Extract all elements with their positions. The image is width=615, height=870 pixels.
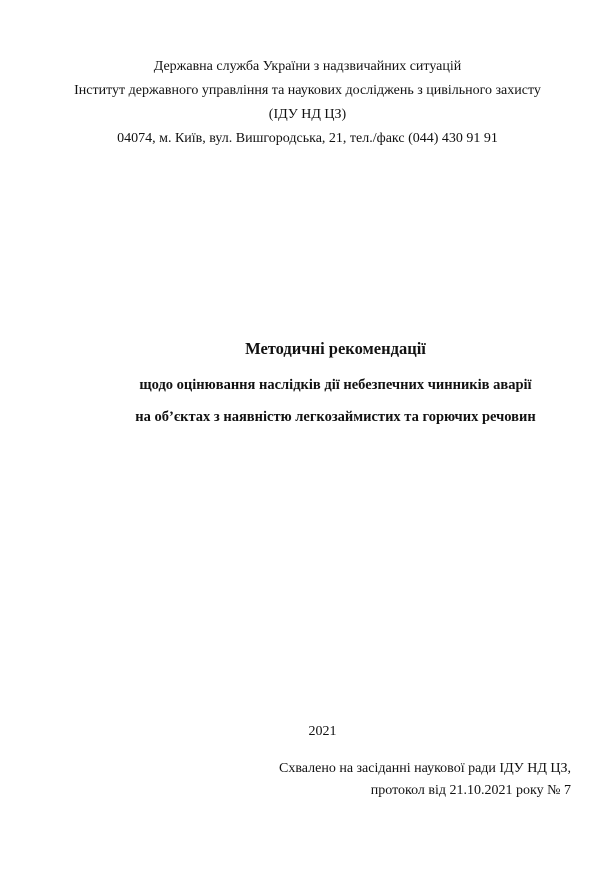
document-subtitle-line2: на об’єктах з наявністю легкозаймистих та горючих речовин	[135, 409, 536, 425]
document-subtitle-line1: щодо оцінювання наслідків дії небезпечних чинників аварії	[139, 377, 532, 393]
header-institute-name: Інститут державного управління та наукових досліджень з цивільного захисту	[74, 83, 541, 98]
header-institute-abbreviation: (ІДУ НД ЦЗ)	[268, 107, 347, 122]
approval-note-line2: протокол від 21.10.2021 року № 7	[370, 783, 571, 798]
header-agency-name: Державна служба України з надзвичайних ситуацій	[153, 59, 462, 74]
document-title: Методичні рекомендації	[245, 339, 426, 358]
header-address: 04074, м. Київ, вул. Вишгородська, 21, тел./факс (044) 430 91 91	[117, 131, 498, 146]
document-year: 2021	[308, 724, 337, 739]
approval-note-line1: Схвалено на засіданні наукової ради ІДУ НД ЦЗ,	[279, 761, 571, 776]
